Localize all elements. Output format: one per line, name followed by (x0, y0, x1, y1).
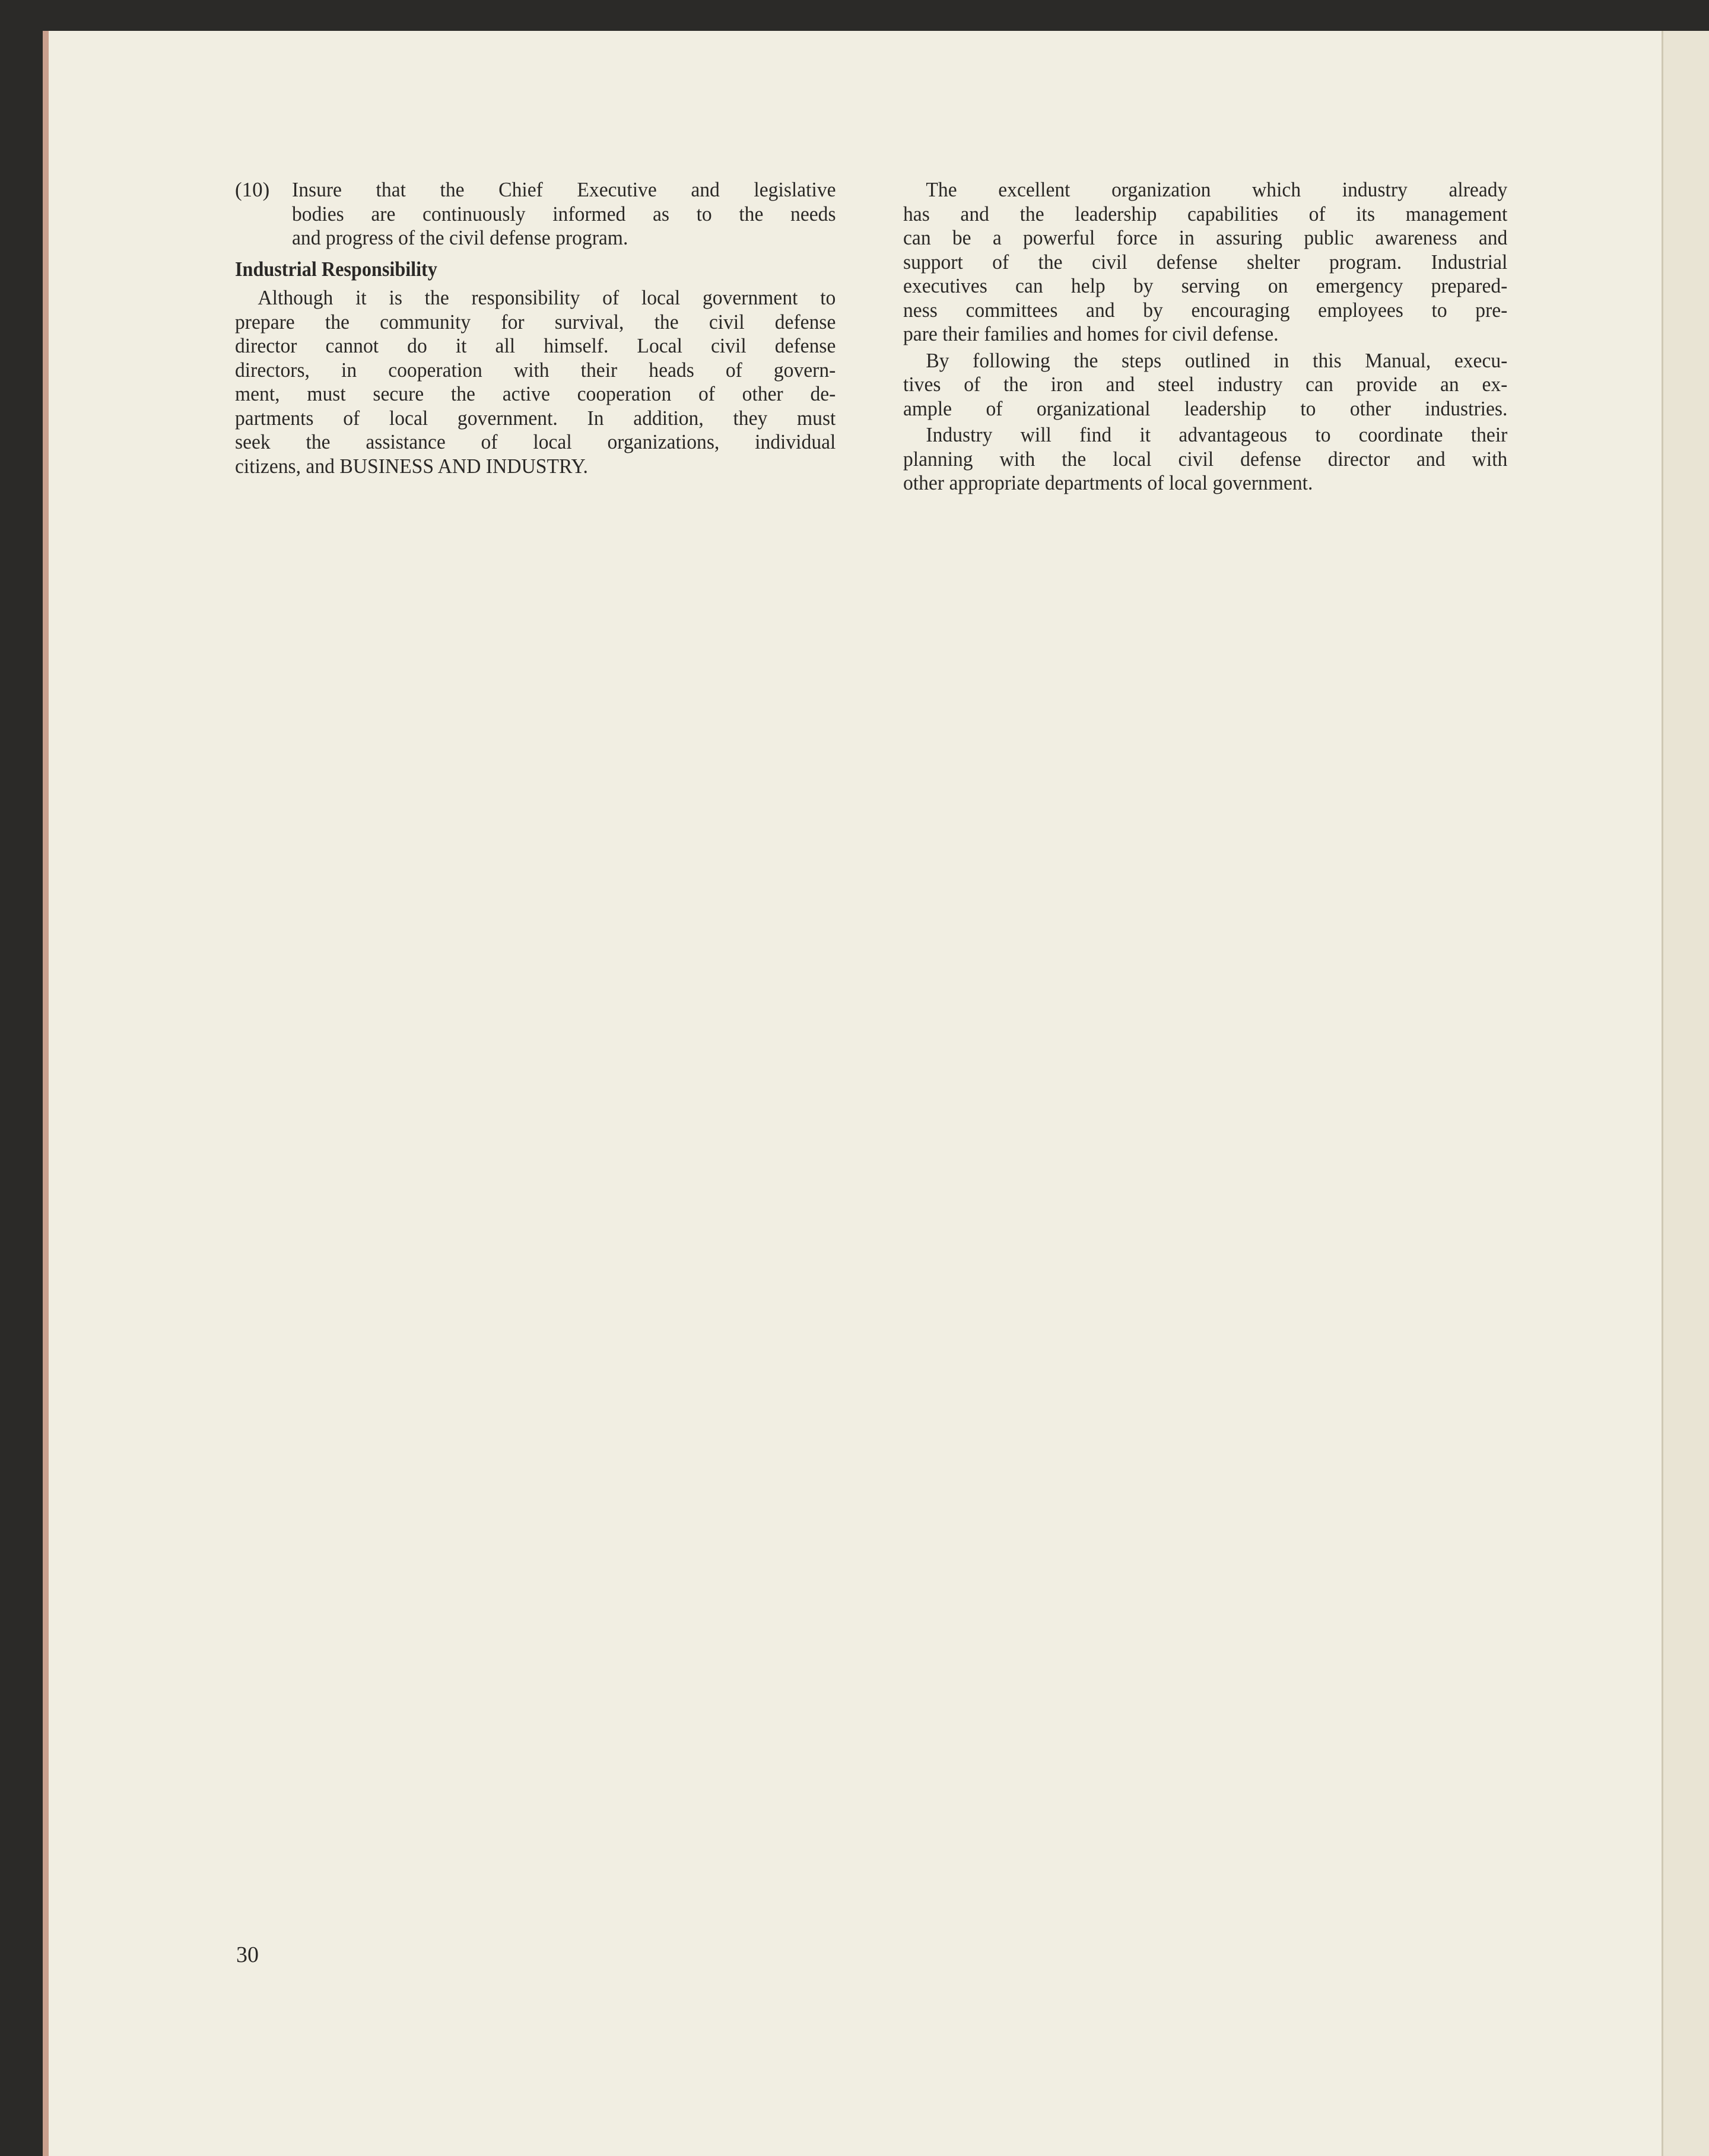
text-line: Industry will find it advantageous to coordinate their (926, 423, 1508, 446)
text-line: Insure that the Chief Executive and legislative (292, 178, 836, 201)
list-item-number: (10) (235, 178, 270, 201)
list-item-10 (235, 178, 837, 250)
text-line: and progress of the civil defense program. (292, 226, 628, 249)
page-number: 30 (236, 1942, 259, 1967)
text-line: directors, in cooperation with their heads of govern- (235, 358, 836, 382)
text-line: other appropriate departments of local government. (903, 471, 1313, 494)
right-column (903, 178, 1508, 496)
text-line: partments of local government. In addition, they must (235, 406, 836, 430)
text-line: citizens, and BUSINESS AND INDUSTRY. (235, 454, 588, 478)
text-line: seek the assistance of local organizations, individual (235, 430, 836, 453)
text-line: has and the leadership capabilities of its management (903, 202, 1508, 226)
left-column (235, 178, 837, 478)
text-line: ample of organizational leadership to other industries. (903, 396, 1508, 420)
facing-page-edge (1662, 31, 1709, 2156)
text-line: ment, must secure the active cooperation of other de- (235, 382, 836, 405)
text-line: bodies are continuously informed as to the needs (292, 202, 836, 226)
text-line: By following the steps outlined in this Manual, execu- (926, 348, 1508, 372)
text-line: Although it is the responsibility of local government to (258, 286, 836, 309)
text-line: pare their families and homes for civil defense. (903, 322, 1279, 345)
page-edge (43, 31, 49, 2156)
text-line: can be a powerful force in assuring public awareness and (903, 226, 1508, 249)
section-heading: Industrial Responsibility (235, 257, 437, 281)
text-line: ness committees and by encouraging employees to pre- (903, 298, 1508, 322)
text-line: planning with the local civil defense director and with (903, 447, 1508, 471)
text-line: tives of the iron and steel industry can provide an ex- (903, 373, 1508, 396)
text-line: support of the civil defense shelter program. Industrial (903, 250, 1508, 274)
text-line: prepare the community for survival, the civil defense (235, 310, 836, 334)
paragraph (903, 349, 1508, 421)
paragraph (903, 178, 1508, 347)
text-line: director cannot do it all himself. Local civil defense (235, 334, 836, 357)
text-line: The excellent organization which industry already (926, 178, 1508, 201)
text-line: executives can help by serving on emergency prepared- (903, 274, 1508, 297)
paragraph (903, 423, 1508, 496)
paragraph (235, 286, 837, 478)
